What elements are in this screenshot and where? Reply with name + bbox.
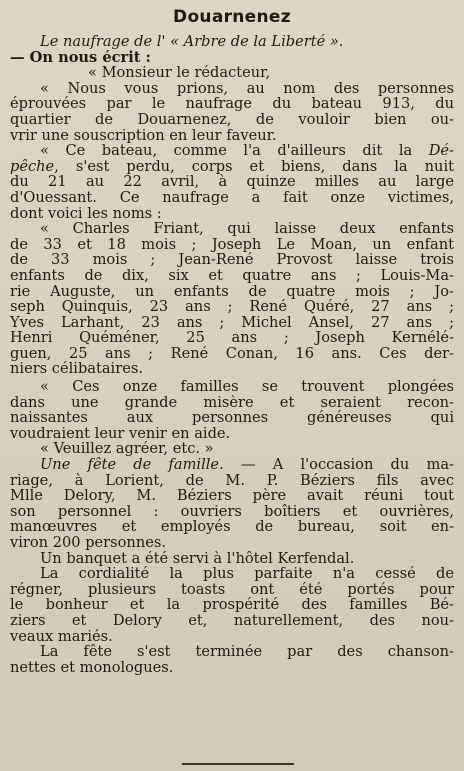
text-line: nettes et monologues. xyxy=(10,659,174,676)
text-line xyxy=(10,457,454,473)
text-line: viron 200 personnes. xyxy=(10,535,166,551)
newspaper-name: pêche xyxy=(10,158,55,175)
text-line: d'Ouessant. Ce naufrage a fait onze victimes, xyxy=(10,189,454,206)
text-line: voudraient leur venir en aide. xyxy=(10,425,231,442)
text-line: « Ces onze familles se trouvent plongées xyxy=(40,379,454,395)
paragraph-cordiality xyxy=(10,566,454,644)
text-line: son personnel : ouvriers boîtiers et ouvrières, xyxy=(10,503,454,520)
text-line: La fête s'est terminée par des chanson- xyxy=(40,644,454,660)
text-line: Mlle Delory, M. Béziers père avait réuni tout xyxy=(10,488,454,504)
text-span: — A l'occasion du ma- xyxy=(223,457,454,473)
text-line: veaux mariés. xyxy=(10,628,113,645)
text-line xyxy=(10,159,454,175)
text-line: éprouvées par le naufrage du bateau 913, du xyxy=(10,96,454,112)
text-line: quartier de Douarnenez, de vouloir bien ou- xyxy=(10,111,454,128)
text-line: — On nous écrit : xyxy=(10,49,151,66)
paragraph-family-celebration xyxy=(10,457,454,551)
article-heading: Douarnenez xyxy=(173,7,291,27)
paragraph-request xyxy=(10,81,454,143)
text-line: rie Auguste, un enfants de quatre mois ; Jo- xyxy=(10,283,454,300)
text-line: manœuvres et employés de bureau, soit en- xyxy=(10,519,454,535)
paragraph-ending xyxy=(10,644,454,675)
text-line: naissantes aux personnes généreuses qui xyxy=(10,410,454,426)
text-line: Yves Larhant, 23 ans ; Michel Ansel, 27 ans ; xyxy=(10,314,454,331)
text-line: dont voici les noms : xyxy=(10,205,162,222)
text-line: niers célibataires. xyxy=(10,361,143,378)
text-line: de 33 mois ; Jean-René Provost laisse trois xyxy=(10,252,454,268)
text-line: riage, à Lorient, de M. P. Béziers fils avec xyxy=(10,472,454,489)
text-line: le bonheur et la prospérité des familles Bé- xyxy=(10,597,454,613)
paragraph-banquet xyxy=(10,551,454,567)
text-line: régner, plusieurs toasts ont été portés pour xyxy=(10,581,454,598)
text-line xyxy=(10,143,454,159)
paragraph-boat-lost xyxy=(10,143,454,221)
text-line: Un banquet a été servi à l'hôtel Kerfendal. xyxy=(40,550,355,567)
text-line: de 33 et 18 mois ; Joseph Le Moan, un enfant xyxy=(10,236,454,253)
text-line: « Monsieur le rédacteur, xyxy=(88,65,271,81)
text-line: enfants de dix, six et quatre ans ; Louis-Ma- xyxy=(10,267,454,284)
paragraph-victims xyxy=(10,221,454,377)
text-line: guen, 25 ans ; René Conan, 16 ans. Ces der- xyxy=(10,345,454,362)
paragraph-closing xyxy=(10,441,454,457)
text-line: « Charles Friant, qui laisse deux enfants xyxy=(40,221,454,237)
text-line: seph Quinquis, 23 ans ; René Quéré, 27 ans ; xyxy=(10,299,454,315)
text-span: , s'est perdu, corps et biens, dans la nuit xyxy=(54,158,454,175)
text-line: La cordialité la plus parfaite n'a cessé de xyxy=(40,566,454,582)
text-line: du 21 au 22 avril, à quinze milles au large xyxy=(10,174,454,190)
text-span: « Ce bateau, comme l'a d'ailleurs dit la xyxy=(40,143,429,159)
paragraph-shipwreck-intro xyxy=(10,34,454,81)
section-title: Une fête de famille. xyxy=(40,457,224,473)
text-line: Le naufrage de l' « Arbre de la Liberté ». xyxy=(40,34,344,50)
text-line: Henri Quéméner, 25 ans ; Joseph Kernélé- xyxy=(10,330,454,346)
text-line: dans une grande misère et seraient recon- xyxy=(10,394,454,411)
text-line: vrir une souscription en leur faveur. xyxy=(10,127,277,144)
end-rule xyxy=(182,763,294,765)
text-line: ziers et Delory et, naturellement, des nou- xyxy=(10,612,454,629)
text-line: « Nous vous prions, au nom des personnes xyxy=(40,80,454,97)
text-line: « Veuillez agréer, etc. » xyxy=(40,441,214,458)
newspaper-name: Dé- xyxy=(428,143,454,159)
paragraph-families xyxy=(10,379,454,441)
